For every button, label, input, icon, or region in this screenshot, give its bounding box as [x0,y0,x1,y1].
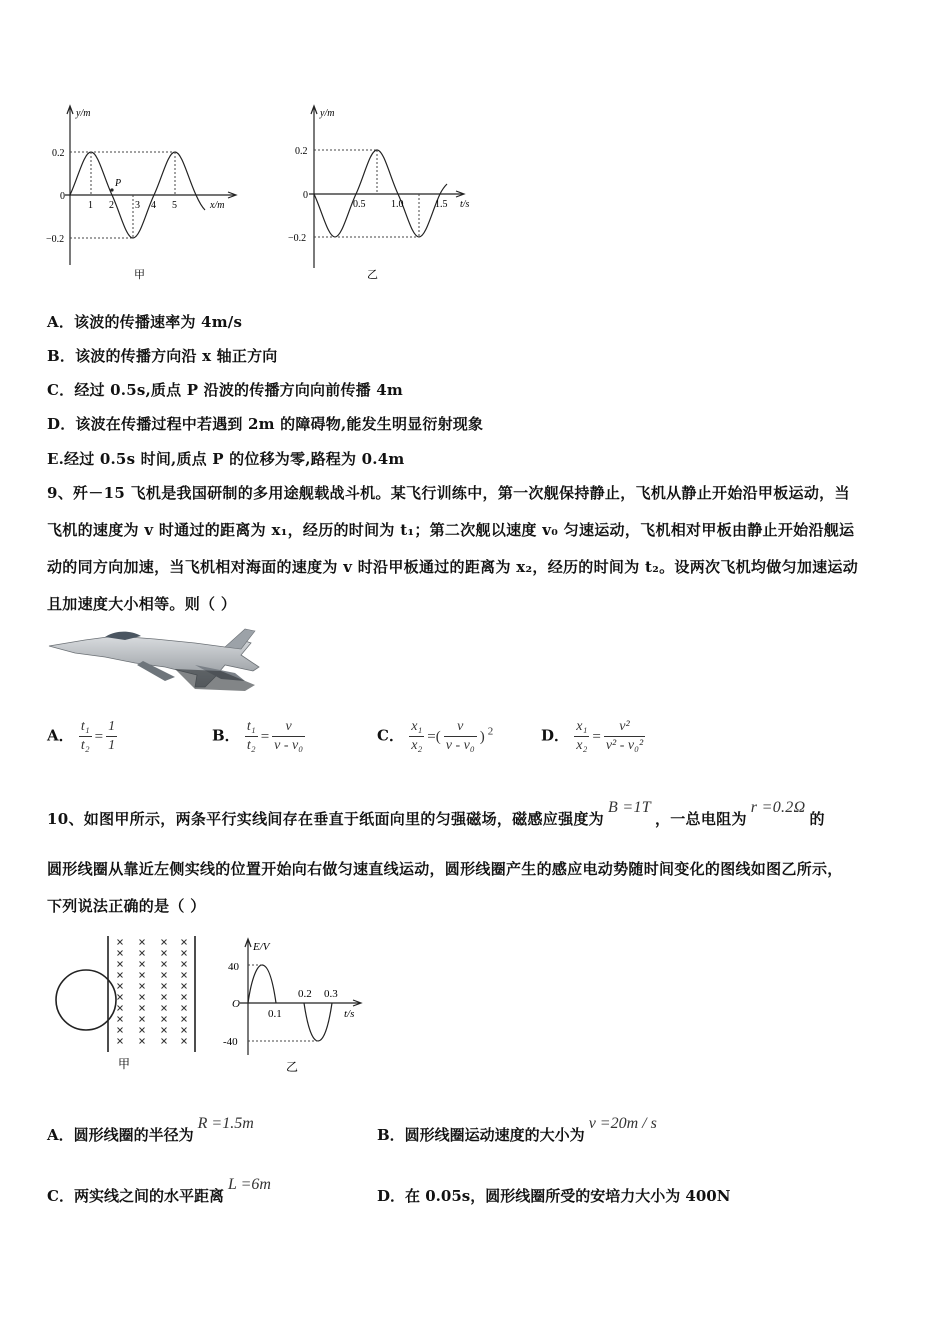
q10-c-text: C．两实线之间的水平距离 [47,1187,224,1205]
q10-line1-a: 10、如图甲所示，两条平行实线间存在垂直于纸面向里的匀强磁场，磁感应强度为 [47,810,604,828]
field-cross-mark [182,1006,187,1011]
emf-xtick: 0.1 [268,1008,282,1020]
q9-b-num2: v [272,718,305,737]
q9-d-num1: x₁ [574,718,589,737]
emf-time-graph [220,935,370,1075]
q10-option-c [47,1176,271,1206]
field-cross-mark [118,951,123,956]
emf-caption: 乙 [286,1060,299,1074]
field-cross-mark [162,984,167,989]
q9-b-den2: v - v₀ [274,738,304,753]
q9-c-power: 2 [487,725,494,738]
q9-stem-line-2: 飞机的速度为 v 时通过的距离为 x₁，经历的时间为 t₁；第二次舰以速度 v₀ 匀速运动，飞机相对甲板由静止开始沿舰运 [47,521,855,539]
field-cross-mark [182,940,187,945]
q10-r-expr: r =0.2Ω [750,799,806,816]
field-cross-mark [182,962,187,967]
yi-xtick: 1.5 [435,199,448,210]
field-cross-mark [140,962,145,967]
q9-d-den2: v² - v₀² [605,738,644,753]
wave-graph-jia [40,100,250,285]
q8-option-b: B．该波的传播方向沿 x 轴正方向 [47,347,278,365]
q10-line1-b: ，一总电阻为 [654,810,747,828]
q9-a-den1: t₂ [80,738,90,753]
jia-xtick: 4 [151,200,156,211]
jia-xtick: 3 [135,200,140,211]
q9-b-num1: t₁ [245,718,258,737]
field-cross-mark [182,1028,187,1033]
field-cross-mark [140,1039,145,1044]
q9-c-den2: v - v₀ [445,738,475,753]
q10-option-b [377,1115,657,1145]
q10-b-text: B．圆形线圈运动速度的大小为 [377,1126,585,1144]
field-cross-mark [162,940,167,945]
emf-xlabel: t/s [344,1008,355,1020]
q10-b-opt-expr: v =20m / s [588,1115,657,1132]
q9-a-num2: 1 [106,718,117,737]
yi-ytick-top: 0.2 [295,146,308,157]
q9-d-den1: x₂ [576,738,588,753]
q10-a-expr: R =1.5m [197,1115,254,1132]
q9-stem-line-4: 且加速度大小相等。则（ ） [47,595,237,613]
q9-c-label: C． [377,726,404,745]
q10-stem-line-1 [47,799,825,829]
field-cross-mark [118,1028,123,1033]
q8-option-c: C．经过 0.5s,质点 P 沿波的传播方向向前传播 4m [47,381,403,399]
q9-a-den2: 1 [108,738,116,753]
field-cross-mark [162,951,167,956]
q10-option-a [47,1115,254,1145]
field-cross-mark [118,1017,123,1022]
field-cross-mark [182,973,187,978]
field-cross-mark [162,1017,167,1022]
q9-c-num2: v [444,718,477,737]
field-cross-mark [162,973,167,978]
q8-option-e: E.经过 0.5s 时间,质点 P 的位移为零,路程为 0.4m [47,450,405,468]
yi-xtick: 0.5 [353,199,366,210]
emf-y-neg: -40 [223,1036,238,1048]
field-cross-mark [182,995,187,1000]
field-cross-mark [118,1039,123,1044]
q9-c-num1: x₁ [409,718,424,737]
q9-d-label: D． [541,726,570,745]
jia-xlabel: x/m [210,200,225,211]
jia-xtick: 2 [109,200,114,211]
field-cross-mark [140,1017,145,1022]
coil-figure-caption: 甲 [118,1057,131,1071]
jia-ytick-bottom: −0.2 [46,234,65,245]
jia-point-p: P [115,178,122,189]
field-cross-mark [162,1039,167,1044]
q10-a-text: A．圆形线圈的半径为 [47,1126,194,1144]
coil-field-figure [50,932,200,1072]
q9-c-den1: x₂ [411,738,423,753]
field-cross-mark [162,1028,167,1033]
field-cross-mark [118,962,123,967]
jia-xtick: 5 [172,200,177,211]
field-cross-mark [140,940,145,945]
field-cross-mark [162,1006,167,1011]
field-cross-mark [118,973,123,978]
field-cross-mark [140,951,145,956]
q9-stem-line-1: 9、歼－15 飞机是我国研制的多用途舰载战斗机。某飞行训练中，第一次舰保持静止，飞机从静止开始沿甲板运动，当 [47,484,850,502]
q9-d-num2: v² [604,718,645,737]
jia-ylabel: y/m [76,108,91,119]
emf-xtick: 0.3 [324,988,338,1000]
field-cross-mark [182,1017,187,1022]
yi-ylabel: y/m [320,108,335,119]
q9-b-den1: t₂ [246,738,256,753]
yi-caption: 乙 [367,268,378,281]
q8-option-a: A．该波的传播速率为 4m/s [47,313,243,331]
q10-line1-c: 的 [809,810,825,828]
field-cross-mark [118,1006,123,1011]
q8-option-d: D．该波在传播过程中若遇到 2m 的障碍物,能发生明显衍射现象 [47,415,484,433]
field-cross-mark [118,995,123,1000]
q10-option-d: D．在 0.05s，圆形线圈所受的安培力大小为 400N [377,1187,731,1205]
q10-b-expr: B =1T [607,799,651,816]
q9-a-num1: t₁ [79,718,92,737]
q10-c-expr: L =6m [227,1176,271,1193]
yi-xlabel: t/s [460,199,470,210]
q9-option-c: C． $\frac{\text{x₁}}{\text{x₂}}$ =( $\frac{v}{\text{v - v₀}}$ ) $^2$ [377,719,494,753]
field-cross-mark [162,995,167,1000]
jia-caption: 甲 [134,268,145,281]
jia-ytick-top: 0.2 [52,148,65,159]
q9-option-d: D． $\frac{\text{x₁}}{\text{x₂}}$ = $\frac{\text{v²}}{\text{v² - v₀²}}$ [541,719,644,753]
q10-stem-line-2: 圆形线圈从靠近左侧实线的位置开始向右做匀速直线运动，圆形线圈产生的感应电动势随时间变化的图线如图乙所示， [47,860,843,878]
jia-ytick-zero: 0 [60,191,65,202]
field-cross-mark [140,984,145,989]
q9-option-b: B． $\frac{\text{t₁}}{\text{t₂}}$ = $\frac{v}{\text{v - v₀}}$ [212,719,304,753]
field-cross-mark [162,962,167,967]
emf-y-pos: 40 [228,961,239,973]
q9-option-a: A． $\frac{\text{t₁}}{\text{t₂}}$ = $\frac{1}{1}$ [47,719,116,753]
emf-xtick: 0.2 [298,988,312,1000]
q9-b-label: B． [212,726,240,745]
q9-stem-line-3: 动的同方向加速，当飞机相对海面的速度为 v 时沿甲板通过的距离为 x₂，经历的时间为 t₂。设两次飞机均做匀加速运动 [47,558,859,576]
field-cross-mark [182,1039,187,1044]
field-cross-mark [118,984,123,989]
field-cross-mark [118,940,123,945]
emf-origin: O [232,998,240,1010]
field-cross-mark [140,973,145,978]
field-cross-mark [182,984,187,989]
field-cross-mark [182,951,187,956]
fighter-jet-image [45,625,267,697]
yi-xtick: 1.0 [391,199,404,210]
q9-a-label: A． [47,726,74,745]
wave-graph-yi [285,100,485,285]
emf-ylabel: E/V [253,941,270,953]
field-cross-mark [140,1028,145,1033]
yi-ytick-bottom: −0.2 [288,233,307,244]
q10-stem-line-3: 下列说法正确的是（ ） [47,897,206,915]
field-cross-mark [140,1006,145,1011]
field-cross-mark [140,995,145,1000]
yi-ytick-zero: 0 [303,190,308,201]
jia-xtick: 1 [88,200,93,211]
